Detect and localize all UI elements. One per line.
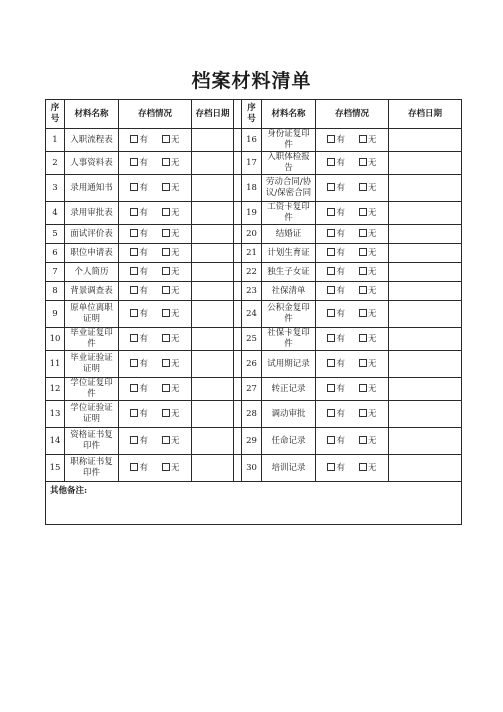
left-row-name: 资格证书复印件 bbox=[65, 428, 119, 455]
yes-checkbox[interactable] bbox=[130, 309, 138, 317]
no-label: 无 bbox=[368, 285, 377, 296]
yes-checkbox[interactable] bbox=[327, 463, 335, 471]
yes-label: 有 bbox=[139, 358, 148, 369]
no-label: 无 bbox=[368, 157, 377, 168]
yes-label: 有 bbox=[139, 408, 148, 419]
yes-label: 有 bbox=[336, 157, 345, 168]
yes-label: 有 bbox=[139, 285, 148, 296]
no-label: 无 bbox=[171, 358, 180, 369]
no-checkbox[interactable] bbox=[162, 436, 170, 444]
yes-label: 有 bbox=[139, 462, 148, 473]
column-gap bbox=[234, 263, 242, 282]
right-status-5 bbox=[316, 244, 389, 263]
left-status-12 bbox=[119, 401, 192, 428]
no-checkbox[interactable] bbox=[359, 436, 367, 444]
no-checkbox[interactable] bbox=[359, 463, 367, 471]
left-row-name: 毕业证复印件 bbox=[65, 328, 119, 351]
remarks-row bbox=[46, 482, 462, 525]
yes-label: 有 bbox=[336, 182, 345, 193]
yes-label: 有 bbox=[139, 157, 148, 168]
right-status-8 bbox=[316, 301, 389, 328]
left-status-3 bbox=[119, 202, 192, 225]
right-row-no: 18 bbox=[242, 175, 262, 202]
yes-checkbox[interactable] bbox=[327, 158, 335, 166]
table-row bbox=[46, 225, 462, 244]
left-status-4 bbox=[119, 225, 192, 244]
left-row-date[interactable] bbox=[192, 263, 234, 282]
right-row-name: 任命记录 bbox=[262, 428, 316, 455]
right-row-no: 25 bbox=[242, 328, 262, 351]
header-row bbox=[46, 100, 462, 129]
left-row-date[interactable] bbox=[192, 301, 234, 328]
left-row-date[interactable] bbox=[192, 282, 234, 301]
right-row-no: 27 bbox=[242, 378, 262, 401]
right-row-name: 社保卡复印件 bbox=[262, 328, 316, 351]
left-row-name: 学位证复印件 bbox=[65, 378, 119, 401]
no-label: 无 bbox=[171, 134, 180, 145]
table-row bbox=[46, 428, 462, 455]
yes-checkbox[interactable] bbox=[130, 183, 138, 191]
yes-label: 有 bbox=[336, 134, 345, 145]
no-label: 无 bbox=[368, 266, 377, 277]
yes-checkbox[interactable] bbox=[327, 248, 335, 256]
left-status-5 bbox=[119, 244, 192, 263]
left-row-name: 原单位离职证明 bbox=[65, 301, 119, 328]
no-checkbox[interactable] bbox=[359, 286, 367, 294]
left-row-name: 学位证验证证明 bbox=[65, 401, 119, 428]
right-status-7 bbox=[316, 282, 389, 301]
yes-label: 有 bbox=[139, 207, 148, 218]
no-label: 无 bbox=[171, 308, 180, 319]
left-row-name: 职位申请表 bbox=[65, 244, 119, 263]
yes-checkbox[interactable] bbox=[327, 267, 335, 275]
yes-checkbox[interactable] bbox=[130, 229, 138, 237]
column-gap bbox=[234, 455, 242, 482]
header-date: 存档日期 bbox=[192, 100, 234, 129]
right-row-date[interactable] bbox=[389, 378, 462, 401]
no-checkbox[interactable] bbox=[359, 409, 367, 417]
remarks-label: 其他备注: bbox=[46, 482, 462, 525]
yes-label: 有 bbox=[336, 228, 345, 239]
right-row-name: 工资卡复印件 bbox=[262, 202, 316, 225]
left-row-no: 13 bbox=[46, 401, 65, 428]
right-status-13 bbox=[316, 428, 389, 455]
table-row bbox=[46, 202, 462, 225]
left-row-no: 6 bbox=[46, 244, 65, 263]
left-row-name: 职称证书复印件 bbox=[65, 455, 119, 482]
right-status-14 bbox=[316, 455, 389, 482]
column-gap bbox=[234, 401, 242, 428]
right-row-name: 独生子女证 bbox=[262, 263, 316, 282]
right-row-date[interactable] bbox=[389, 351, 462, 378]
yes-checkbox[interactable] bbox=[327, 208, 335, 216]
right-row-date[interactable] bbox=[389, 282, 462, 301]
column-gap bbox=[234, 100, 242, 129]
no-checkbox[interactable] bbox=[359, 135, 367, 143]
left-status-10 bbox=[119, 351, 192, 378]
no-checkbox[interactable] bbox=[162, 183, 170, 191]
header-status: 存档情况 bbox=[119, 100, 192, 129]
column-gap bbox=[234, 152, 242, 175]
no-checkbox[interactable] bbox=[162, 229, 170, 237]
right-row-date[interactable] bbox=[389, 175, 462, 202]
right-row-date[interactable] bbox=[389, 428, 462, 455]
right-row-name: 社保清单 bbox=[262, 282, 316, 301]
right-status-4 bbox=[316, 225, 389, 244]
right-row-date[interactable] bbox=[389, 263, 462, 282]
right-row-date[interactable] bbox=[389, 202, 462, 225]
no-label: 无 bbox=[171, 333, 180, 344]
column-gap bbox=[234, 244, 242, 263]
table-row bbox=[46, 263, 462, 282]
no-checkbox[interactable] bbox=[359, 334, 367, 342]
no-label: 无 bbox=[368, 247, 377, 258]
left-row-date[interactable] bbox=[192, 351, 234, 378]
yes-checkbox[interactable] bbox=[327, 183, 335, 191]
left-status-11 bbox=[119, 378, 192, 401]
no-checkbox[interactable] bbox=[162, 286, 170, 294]
no-label: 无 bbox=[368, 383, 377, 394]
table-row bbox=[46, 244, 462, 263]
no-label: 无 bbox=[368, 182, 377, 193]
left-row-no: 12 bbox=[46, 378, 65, 401]
right-row-no: 21 bbox=[242, 244, 262, 263]
right-row-date[interactable] bbox=[389, 152, 462, 175]
right-row-no: 29 bbox=[242, 428, 262, 455]
no-checkbox[interactable] bbox=[359, 183, 367, 191]
no-label: 无 bbox=[171, 462, 180, 473]
yes-checkbox[interactable] bbox=[130, 135, 138, 143]
yes-checkbox[interactable] bbox=[327, 229, 335, 237]
no-checkbox[interactable] bbox=[359, 267, 367, 275]
no-label: 无 bbox=[171, 247, 180, 258]
column-gap bbox=[234, 301, 242, 328]
left-status-0 bbox=[119, 129, 192, 152]
no-checkbox[interactable] bbox=[359, 309, 367, 317]
left-row-no: 11 bbox=[46, 351, 65, 378]
left-row-no: 3 bbox=[46, 175, 65, 202]
left-status-7 bbox=[119, 282, 192, 301]
table-row bbox=[46, 129, 462, 152]
yes-label: 有 bbox=[139, 333, 148, 344]
right-row-name: 结婚证 bbox=[262, 225, 316, 244]
no-label: 无 bbox=[368, 134, 377, 145]
yes-checkbox[interactable] bbox=[327, 436, 335, 444]
yes-label: 有 bbox=[139, 435, 148, 446]
yes-label: 有 bbox=[336, 333, 345, 344]
no-label: 无 bbox=[368, 408, 377, 419]
left-status-14 bbox=[119, 455, 192, 482]
left-row-date[interactable] bbox=[192, 244, 234, 263]
table-row bbox=[46, 175, 462, 202]
yes-checkbox[interactable] bbox=[327, 135, 335, 143]
table-row bbox=[46, 301, 462, 328]
no-label: 无 bbox=[171, 285, 180, 296]
right-row-no: 23 bbox=[242, 282, 262, 301]
yes-checkbox[interactable] bbox=[130, 334, 138, 342]
yes-checkbox[interactable] bbox=[327, 334, 335, 342]
yes-label: 有 bbox=[139, 182, 148, 193]
no-label: 无 bbox=[171, 228, 180, 239]
left-status-13 bbox=[119, 428, 192, 455]
table-row bbox=[46, 328, 462, 351]
left-row-no: 7 bbox=[46, 263, 65, 282]
no-label: 无 bbox=[368, 228, 377, 239]
left-row-no: 10 bbox=[46, 328, 65, 351]
yes-checkbox[interactable] bbox=[130, 248, 138, 256]
no-checkbox[interactable] bbox=[359, 359, 367, 367]
header-status-right: 存档情况 bbox=[316, 100, 389, 129]
left-row-date[interactable] bbox=[192, 202, 234, 225]
yes-checkbox[interactable] bbox=[327, 359, 335, 367]
yes-checkbox[interactable] bbox=[327, 309, 335, 317]
yes-checkbox[interactable] bbox=[130, 208, 138, 216]
yes-checkbox[interactable] bbox=[130, 359, 138, 367]
yes-label: 有 bbox=[336, 266, 345, 277]
right-row-name: 身份证复印件 bbox=[262, 129, 316, 152]
header-date-right: 存档日期 bbox=[389, 100, 462, 129]
yes-checkbox[interactable] bbox=[130, 286, 138, 294]
no-checkbox[interactable] bbox=[162, 135, 170, 143]
left-row-name: 毕业证验证证明 bbox=[65, 351, 119, 378]
right-row-name: 培训记录 bbox=[262, 455, 316, 482]
left-row-no: 15 bbox=[46, 455, 65, 482]
yes-label: 有 bbox=[336, 435, 345, 446]
right-row-no: 16 bbox=[242, 129, 262, 152]
no-checkbox[interactable] bbox=[359, 248, 367, 256]
checklist-body bbox=[46, 129, 462, 482]
yes-label: 有 bbox=[139, 266, 148, 277]
yes-checkbox[interactable] bbox=[130, 463, 138, 471]
yes-label: 有 bbox=[336, 462, 345, 473]
header-no-right: 序号 bbox=[242, 100, 262, 129]
left-row-no: 9 bbox=[46, 301, 65, 328]
right-row-no: 22 bbox=[242, 263, 262, 282]
left-status-6 bbox=[119, 263, 192, 282]
left-row-no: 14 bbox=[46, 428, 65, 455]
right-status-3 bbox=[316, 202, 389, 225]
no-label: 无 bbox=[171, 182, 180, 193]
page-title: 档案材料清单 bbox=[191, 70, 312, 92]
right-status-12 bbox=[316, 401, 389, 428]
archive-checklist-table bbox=[45, 99, 462, 525]
left-row-date[interactable] bbox=[192, 378, 234, 401]
right-row-no: 17 bbox=[242, 152, 262, 175]
yes-checkbox[interactable] bbox=[130, 409, 138, 417]
table-row bbox=[46, 282, 462, 301]
right-row-name: 入职体检报告 bbox=[262, 152, 316, 175]
yes-label: 有 bbox=[336, 308, 345, 319]
right-row-name: 转正记录 bbox=[262, 378, 316, 401]
yes-checkbox[interactable] bbox=[327, 384, 335, 392]
left-row-no: 4 bbox=[46, 202, 65, 225]
yes-label: 有 bbox=[336, 207, 345, 218]
yes-label: 有 bbox=[336, 358, 345, 369]
column-gap bbox=[234, 351, 242, 378]
left-row-name: 背景调查表 bbox=[65, 282, 119, 301]
no-checkbox[interactable] bbox=[359, 229, 367, 237]
column-gap bbox=[234, 129, 242, 152]
yes-checkbox[interactable] bbox=[130, 384, 138, 392]
no-label: 无 bbox=[171, 207, 180, 218]
right-row-no: 24 bbox=[242, 301, 262, 328]
right-status-1 bbox=[316, 152, 389, 175]
table-row bbox=[46, 455, 462, 482]
left-status-1 bbox=[119, 152, 192, 175]
yes-checkbox[interactable] bbox=[327, 409, 335, 417]
header-name: 材料名称 bbox=[65, 100, 119, 129]
right-row-date[interactable] bbox=[389, 129, 462, 152]
left-row-no: 1 bbox=[46, 129, 65, 152]
no-label: 无 bbox=[171, 157, 180, 168]
table-row bbox=[46, 378, 462, 401]
right-status-6 bbox=[316, 263, 389, 282]
yes-checkbox[interactable] bbox=[130, 436, 138, 444]
table-row bbox=[46, 152, 462, 175]
column-gap bbox=[234, 428, 242, 455]
no-label: 无 bbox=[368, 435, 377, 446]
yes-checkbox[interactable] bbox=[130, 267, 138, 275]
left-status-2 bbox=[119, 175, 192, 202]
yes-label: 有 bbox=[336, 247, 345, 258]
column-gap bbox=[234, 282, 242, 301]
no-checkbox[interactable] bbox=[162, 208, 170, 216]
right-row-no: 19 bbox=[242, 202, 262, 225]
yes-label: 有 bbox=[139, 247, 148, 258]
yes-checkbox[interactable] bbox=[327, 286, 335, 294]
right-row-date[interactable] bbox=[389, 244, 462, 263]
no-checkbox[interactable] bbox=[162, 309, 170, 317]
left-row-name: 面试评价表 bbox=[65, 225, 119, 244]
no-checkbox[interactable] bbox=[359, 384, 367, 392]
header-name-right: 材料名称 bbox=[262, 100, 316, 129]
right-status-0 bbox=[316, 129, 389, 152]
right-status-11 bbox=[316, 378, 389, 401]
yes-label: 有 bbox=[139, 308, 148, 319]
left-row-date[interactable] bbox=[192, 455, 234, 482]
right-row-name: 调动审批 bbox=[262, 401, 316, 428]
no-label: 无 bbox=[171, 408, 180, 419]
no-label: 无 bbox=[368, 358, 377, 369]
left-row-no: 8 bbox=[46, 282, 65, 301]
right-row-name: 公积金复印件 bbox=[262, 301, 316, 328]
right-row-date[interactable] bbox=[389, 401, 462, 428]
column-gap bbox=[234, 328, 242, 351]
left-row-date[interactable] bbox=[192, 129, 234, 152]
right-row-no: 30 bbox=[242, 455, 262, 482]
left-status-8 bbox=[119, 301, 192, 328]
yes-checkbox[interactable] bbox=[130, 158, 138, 166]
left-row-name: 个人简历 bbox=[65, 263, 119, 282]
left-row-name: 人事资料表 bbox=[65, 152, 119, 175]
no-label: 无 bbox=[368, 207, 377, 218]
yes-label: 有 bbox=[139, 134, 148, 145]
right-status-2 bbox=[316, 175, 389, 202]
left-row-no: 5 bbox=[46, 225, 65, 244]
column-gap bbox=[234, 378, 242, 401]
left-row-date[interactable] bbox=[192, 401, 234, 428]
no-checkbox[interactable] bbox=[162, 384, 170, 392]
yes-label: 有 bbox=[336, 383, 345, 394]
right-status-9 bbox=[316, 328, 389, 351]
yes-label: 有 bbox=[139, 383, 148, 394]
left-row-date[interactable] bbox=[192, 175, 234, 202]
no-label: 无 bbox=[368, 308, 377, 319]
no-checkbox[interactable] bbox=[162, 334, 170, 342]
no-label: 无 bbox=[171, 266, 180, 277]
table-row bbox=[46, 351, 462, 378]
right-row-date[interactable] bbox=[389, 225, 462, 244]
left-row-name: 录用审批表 bbox=[65, 202, 119, 225]
no-label: 无 bbox=[368, 333, 377, 344]
left-row-no: 2 bbox=[46, 152, 65, 175]
left-row-date[interactable] bbox=[192, 328, 234, 351]
right-row-date[interactable] bbox=[389, 455, 462, 482]
no-checkbox[interactable] bbox=[162, 158, 170, 166]
right-row-name: 计划生育证 bbox=[262, 244, 316, 263]
left-row-date[interactable] bbox=[192, 428, 234, 455]
no-checkbox[interactable] bbox=[162, 267, 170, 275]
header-no: 序号 bbox=[46, 100, 65, 129]
no-label: 无 bbox=[368, 462, 377, 473]
yes-label: 有 bbox=[139, 228, 148, 239]
left-row-name: 入职流程表 bbox=[65, 129, 119, 152]
left-row-name: 录用通知书 bbox=[65, 175, 119, 202]
left-row-date[interactable] bbox=[192, 225, 234, 244]
column-gap bbox=[234, 175, 242, 202]
right-row-date[interactable] bbox=[389, 328, 462, 351]
column-gap bbox=[234, 225, 242, 244]
no-checkbox[interactable] bbox=[162, 248, 170, 256]
right-row-no: 28 bbox=[242, 401, 262, 428]
left-row-date[interactable] bbox=[192, 152, 234, 175]
no-checkbox[interactable] bbox=[359, 208, 367, 216]
no-checkbox[interactable] bbox=[162, 359, 170, 367]
right-row-name: 劳动合同/协议/保密合同 bbox=[262, 175, 316, 202]
no-label: 无 bbox=[171, 435, 180, 446]
left-status-9 bbox=[119, 328, 192, 351]
right-row-name: 试用期记录 bbox=[262, 351, 316, 378]
right-row-no: 26 bbox=[242, 351, 262, 378]
no-checkbox[interactable] bbox=[162, 463, 170, 471]
right-status-10 bbox=[316, 351, 389, 378]
table-row bbox=[46, 401, 462, 428]
column-gap bbox=[234, 202, 242, 225]
yes-label: 有 bbox=[336, 285, 345, 296]
right-row-no: 20 bbox=[242, 225, 262, 244]
no-label: 无 bbox=[171, 383, 180, 394]
no-checkbox[interactable] bbox=[162, 409, 170, 417]
no-checkbox[interactable] bbox=[359, 158, 367, 166]
right-row-date[interactable] bbox=[389, 301, 462, 328]
yes-label: 有 bbox=[336, 408, 345, 419]
